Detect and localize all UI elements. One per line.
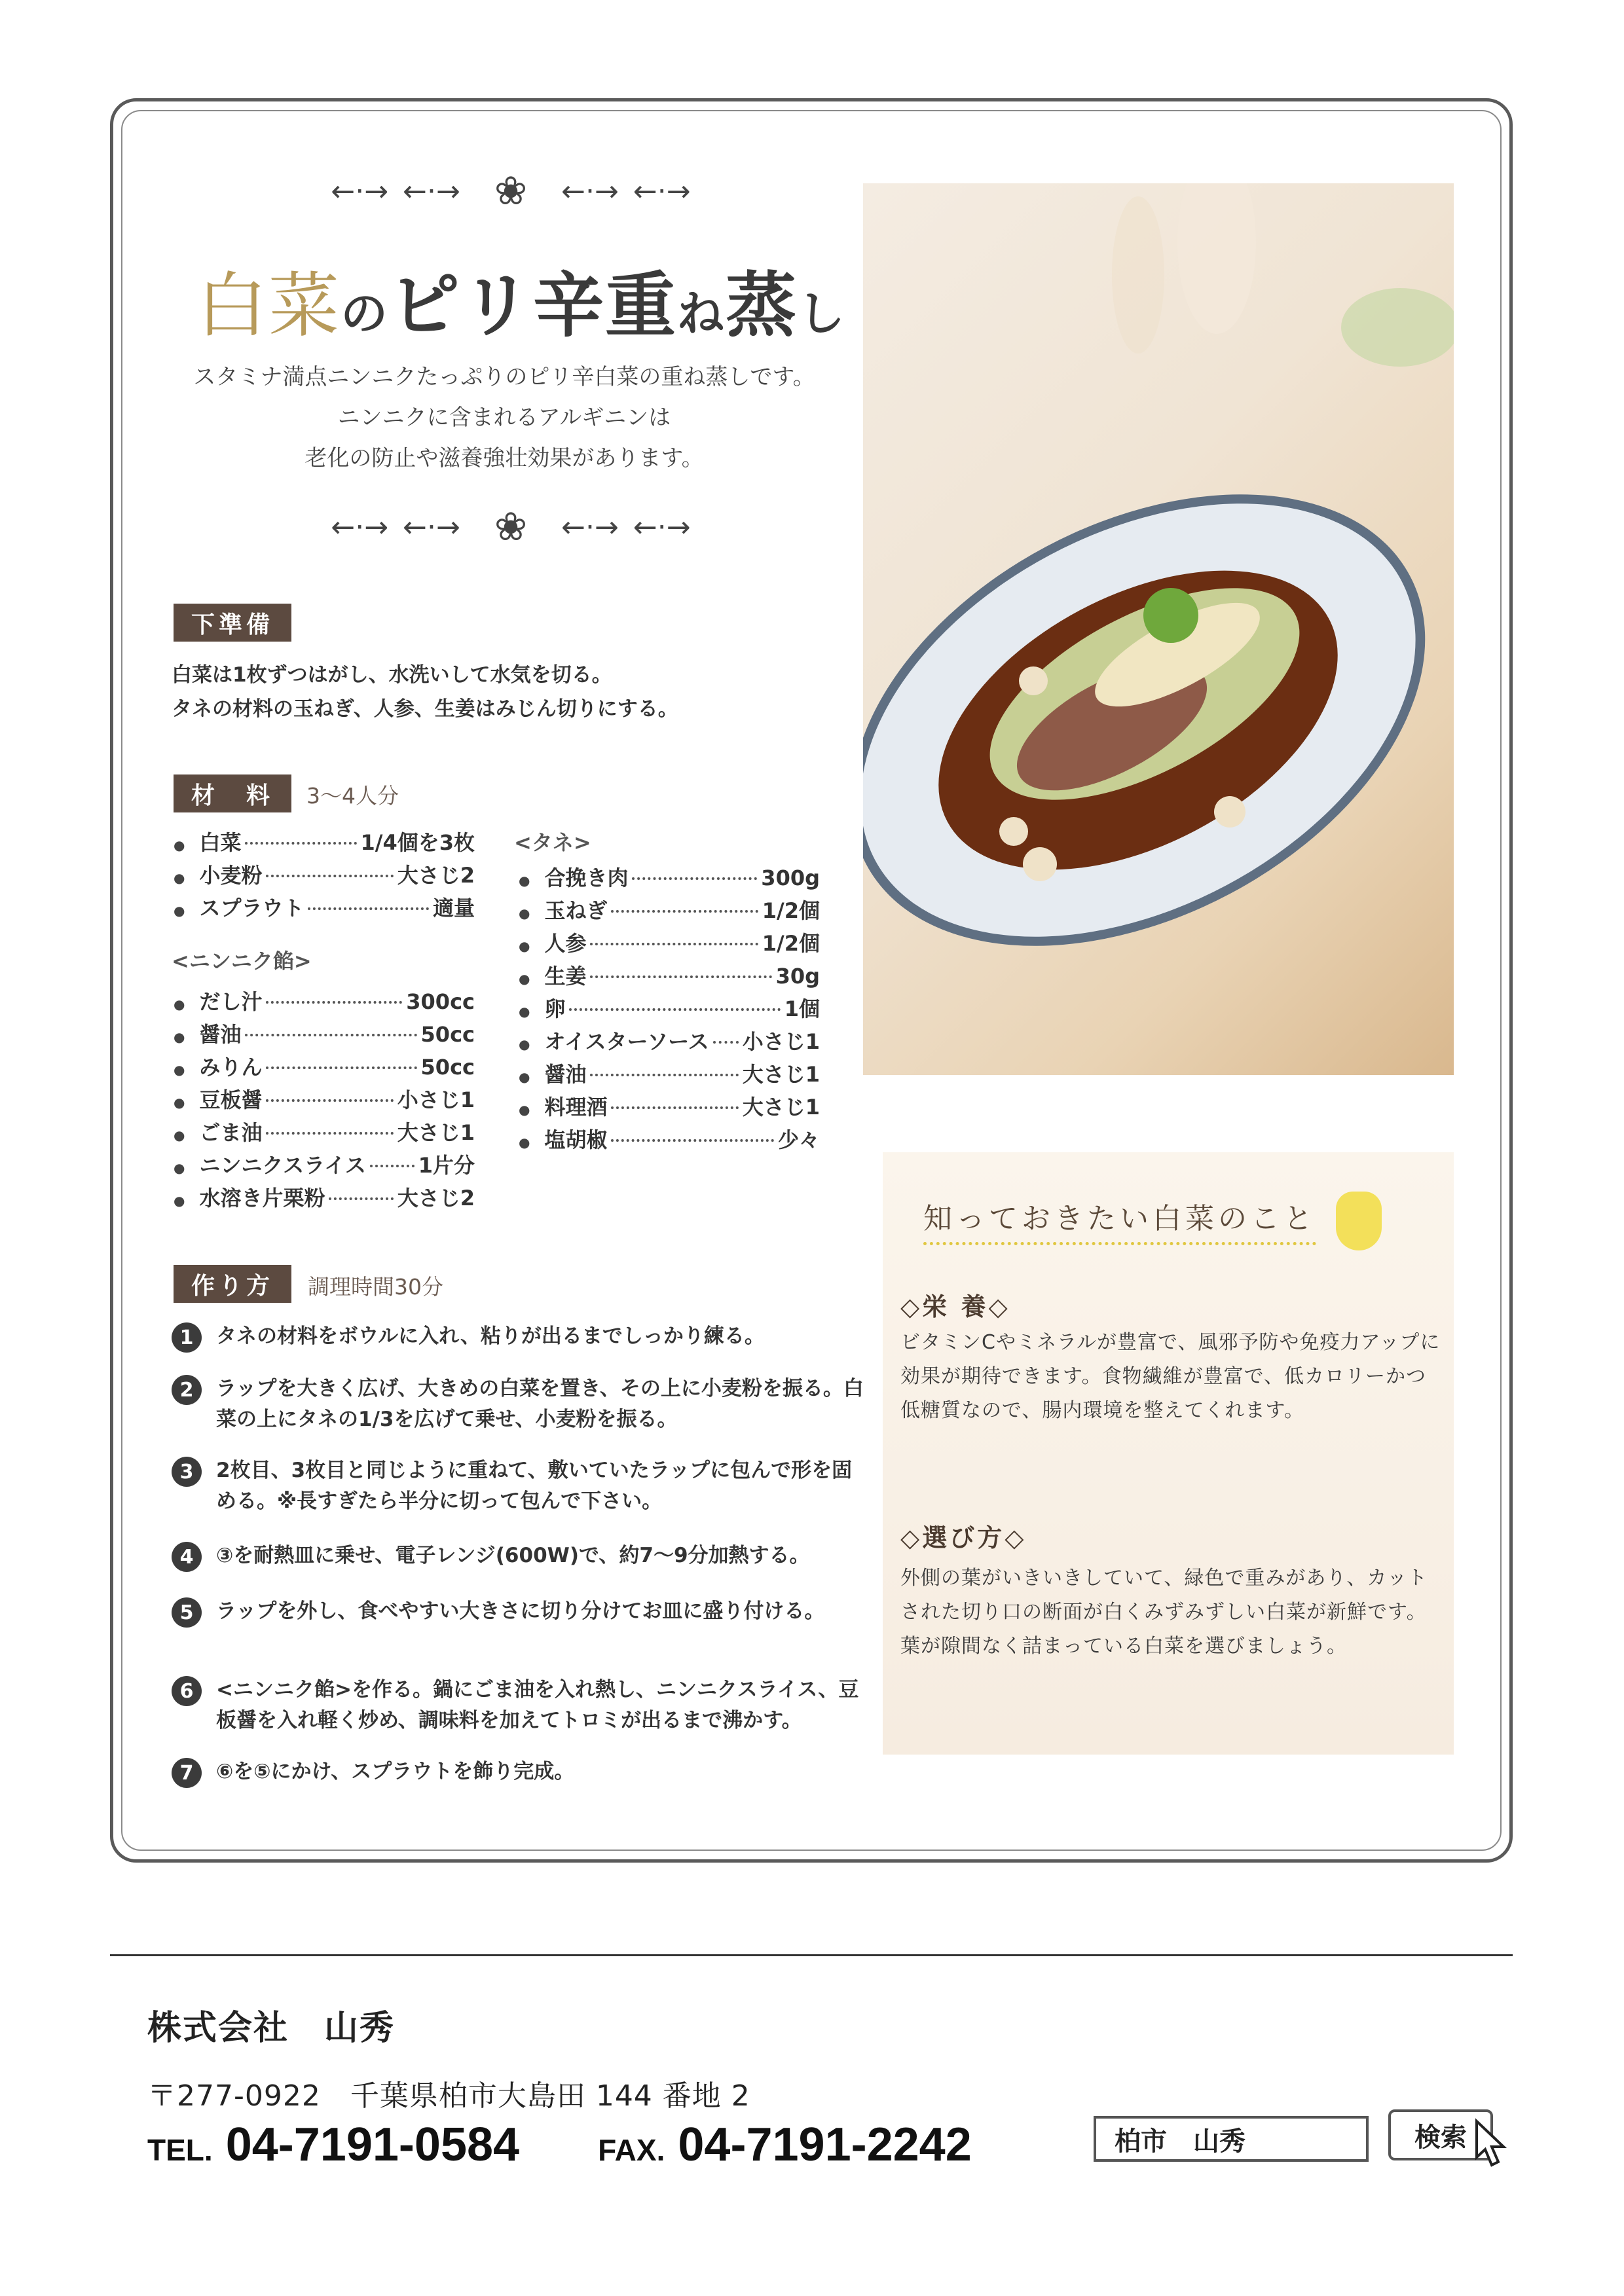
list-item: ● 卵 1個	[519, 993, 820, 1025]
step-text: ラップを大きく広げ、大きめの白菜を置き、その上に小麦粉を振る。白菜の上にタネの1/3を広げて乗せ、小麦粉を振る。	[216, 1377, 864, 1431]
page-title	[196, 249, 851, 347]
step-item	[172, 1757, 866, 1788]
list-item: ● 玉ねぎ 1/2個	[519, 894, 820, 927]
search-button[interactable]: 検索	[1388, 2109, 1493, 2160]
flower-icon: ❀	[494, 504, 528, 550]
step-text: 2枚目、3枚目と同じように重ねて、敷いていたラップに包んで形を固める。※長すぎたら半分に切って包んで下さい。	[216, 1459, 853, 1513]
list-item: ● ニンニクスライス 1片分	[174, 1149, 475, 1182]
list-item: ● 塩胡椒 少々	[519, 1123, 820, 1156]
arrow-ornament-icon: ←·→	[561, 174, 619, 208]
ingredients-heading: 材 料	[174, 774, 291, 812]
ornament-top	[170, 168, 851, 214]
arrow-ornament-icon: ←·→	[331, 174, 389, 208]
step-number: 3	[172, 1457, 202, 1487]
list-item: ● 料理酒 大さじ1	[519, 1091, 820, 1123]
tane-label: <タネ>	[514, 830, 591, 855]
arrow-ornament-icon: ←·→	[633, 174, 691, 208]
flower-icon: ❀	[494, 168, 528, 214]
tel-label: TEL.	[147, 2133, 213, 2167]
title-part: ピリ辛重	[389, 265, 678, 347]
step-item	[172, 1540, 866, 1572]
intro-line: 老化の防止や滋養強壮効果があります。	[304, 445, 704, 471]
list-item: ● ごま油 大さじ1	[174, 1116, 475, 1149]
dish-illustration	[863, 183, 1454, 1075]
step-item	[172, 1596, 866, 1628]
company-address: 〒277-0922 千葉県柏市大島田 144 番地 2	[147, 2079, 750, 2113]
list-item: ● オイスターソース 小さじ1	[519, 1025, 820, 1058]
intro-line: ニンニクに含まれるアルギニンは	[337, 405, 671, 431]
intro-line: スタミナ満点ニンニクたっぷりのピリ辛白菜の重ね蒸しです。	[193, 364, 815, 390]
list-item: ● 人参 1/2個	[519, 927, 820, 960]
step-number: 4	[172, 1542, 202, 1572]
step-text: ③を耐熱皿に乗せ、電子レンジ(600W)で、約7～9分加熱する。	[216, 1544, 810, 1567]
arrow-ornament-icon: ←·→	[633, 510, 691, 544]
company-name: 株式会社 山秀	[147, 2009, 396, 2048]
cook-time: 調理時間30分	[308, 1274, 443, 1300]
prep-heading: 下準備	[174, 604, 291, 642]
list-item: ● 豆板醤 小さじ1	[174, 1084, 475, 1116]
prep-text	[172, 658, 866, 726]
method-heading: 作り方	[174, 1265, 291, 1303]
footer-divider	[110, 1954, 1513, 1956]
search-box[interactable]: 柏市 山秀	[1094, 2116, 1369, 2162]
nutrition-text: ビタミンCやミネラルが豊富で、風邪予防や免疫力アップに効果が期待できます。食物繊維が豊富で、低カロリーかつ低糖質なので、腸内環境を整えてくれます。	[900, 1331, 1441, 1422]
step-number: 2	[172, 1375, 202, 1405]
contact-numbers	[147, 2118, 972, 2172]
step-number: 6	[172, 1676, 202, 1706]
choose-heading: ◇選び方◇	[900, 1523, 1027, 1552]
title-gold: 白菜	[196, 265, 341, 347]
title-part: 蒸	[726, 265, 798, 347]
prep-line: 白菜は1枚ずつはがし、水洗いして水気を切る。	[172, 663, 612, 687]
dish-photo	[863, 183, 1454, 1075]
tel-number: 04-7191-0584	[225, 2119, 520, 2171]
nutrition-heading: ◇栄 養◇	[900, 1292, 1010, 1321]
fax-label: FAX.	[598, 2133, 665, 2167]
step-item	[172, 1374, 866, 1435]
step-number: 5	[172, 1597, 202, 1628]
list-item: ● 醤油 50cc	[174, 1018, 475, 1051]
list-item: ● 合挽き肉 300g	[519, 862, 820, 894]
main-ingredients	[174, 826, 475, 924]
list-item: ● だし汁 300cc	[174, 985, 475, 1018]
cabbage-icon	[1336, 1192, 1382, 1250]
arrow-ornament-icon: ←·→	[561, 510, 619, 544]
list-item: ● 水溶き片栗粉 大さじ2	[174, 1182, 475, 1214]
list-item: ● 生姜 30g	[519, 960, 820, 993]
title-part: し	[798, 286, 847, 341]
step-text: <ニンニク餡>を作る。鍋にごま油を入れ熱し、ニンニクスライス、豆板醤を入れ軽く炒め、調味料を加えてトロミが出るまで沸かす。	[216, 1678, 859, 1732]
sauce-label: <ニンニク餡>	[172, 949, 312, 974]
title-part: の	[341, 286, 390, 341]
sauce-ingredients	[174, 985, 475, 1214]
prep-line: タネの材料の玉ねぎ、人参、生姜はみじん切りにする。	[172, 697, 678, 721]
list-item: ● 醤油 大さじ1	[519, 1058, 820, 1091]
list-item: ● 小麦粉 大さじ2	[174, 859, 475, 892]
knowledge-title: 知っておきたい白菜のこと	[923, 1195, 1316, 1245]
title-part: ね	[677, 286, 726, 341]
intro-text	[177, 357, 832, 479]
step-item	[172, 1455, 866, 1517]
step-number: 7	[172, 1758, 202, 1788]
arrow-ornament-icon: ←·→	[331, 510, 389, 544]
cursor-icon	[1473, 2118, 1513, 2170]
list-item: ● みりん 50cc	[174, 1051, 475, 1084]
list-item: ● 白菜 1/4個を3枚	[174, 826, 475, 859]
step-item	[172, 1321, 866, 1353]
arrow-ornament-icon: ←·→	[403, 510, 460, 544]
ornament-bottom	[170, 504, 851, 550]
fax-number: 04-7191-2242	[678, 2119, 972, 2171]
list-item: ● スプラウト 適量	[174, 892, 475, 924]
tane-ingredients	[519, 862, 820, 1156]
step-number: 1	[172, 1322, 202, 1353]
step-text: ラップを外し、食べやすい大きさに切り分けてお皿に盛り付ける。	[216, 1599, 825, 1623]
choose-text: 外側の葉がいきいきしていて、緑色で重みがあり、カットされた切り口の断面が白くみずみずしい白菜が新鮮です。葉が隙間なく詰まっている白菜を選びましょう。	[900, 1567, 1428, 1658]
step-text: タネの材料をボウルに入れ、粘りが出るまでしっかり練る。	[216, 1324, 765, 1348]
step-text: ⑥を⑤にかけ、スプラウトを飾り完成。	[216, 1760, 575, 1783]
arrow-ornament-icon: ←·→	[403, 174, 460, 208]
servings: 3～4人分	[306, 783, 399, 809]
step-item	[172, 1675, 866, 1736]
